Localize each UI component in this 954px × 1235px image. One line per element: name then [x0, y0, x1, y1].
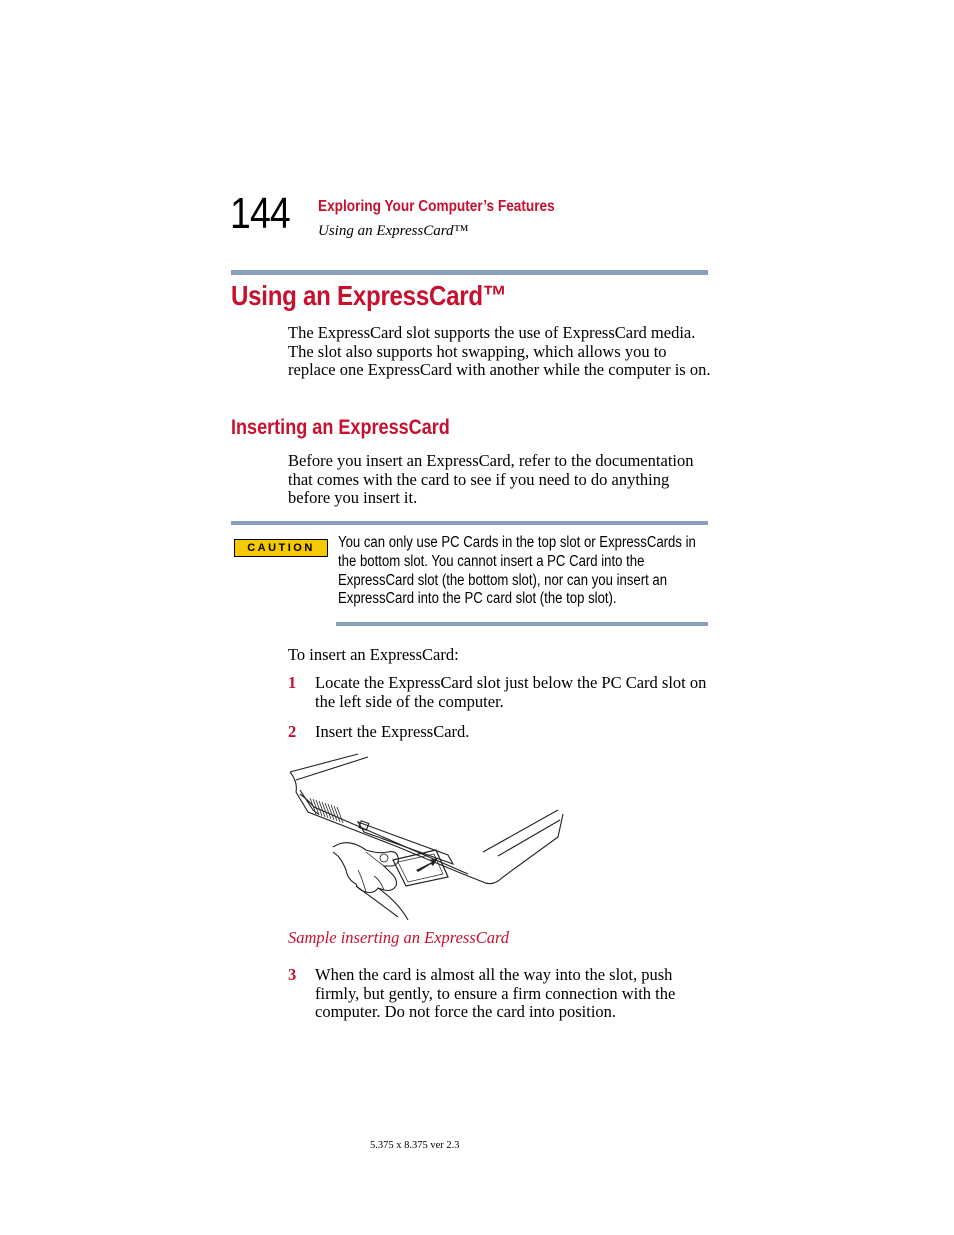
step-number: 2 — [288, 722, 297, 741]
hand — [333, 843, 398, 893]
step-text: Insert the ExpressCard. — [315, 722, 470, 741]
figure-caption: Sample inserting an ExpressCard — [288, 928, 510, 947]
procedure-lead: To insert an ExpressCard: — [288, 645, 459, 664]
page-number: 144 — [230, 189, 290, 238]
step-text: When the card is almost all the way into the slot, push firmly, but gently, to ensure a firm connection with the computer. Do not force the card into position. — [315, 965, 676, 1022]
page-footer: 5.375 x 8.375 ver 2.3 — [370, 1140, 460, 1151]
section-intro-paragraph: The ExpressCard slot supports the use of ExpressCard media. The slot also supports hot swapping, which allows you to replace one ExpressCard with another while the computer is on. — [288, 323, 711, 380]
wrist — [356, 886, 408, 920]
section-divider — [231, 270, 708, 275]
step-number: 1 — [288, 673, 297, 692]
insert-arrow-icon — [416, 858, 438, 872]
chapter-title: Exploring Your Computer’s Features — [318, 198, 555, 215]
thumb-grip — [380, 854, 388, 862]
caution-text: You can only use PC Cards in the top slot or ExpressCards in the bottom slot. You cannot insert a PC Card into the ExpressCard slot (the bottom slot), nor can you insert an ExpressCard into the PC card slot (the top slot). — [338, 534, 696, 608]
caution-badge: CAUTION — [234, 539, 328, 557]
step-number: 3 — [288, 965, 297, 984]
expresscard-insertion-illustration — [288, 752, 568, 922]
section-heading: Using an ExpressCard™ — [231, 280, 507, 311]
subsection-intro-paragraph: Before you insert an ExpressCard, refer to the documentation that comes with the card to see if you need to do anything before you insert it. — [288, 451, 694, 508]
caution-top-rule — [231, 521, 708, 525]
section-subtitle: Using an ExpressCard™ — [318, 223, 469, 239]
subsection-heading: Inserting an ExpressCard — [231, 416, 450, 439]
caution-bottom-rule — [336, 622, 708, 626]
laptop-side — [483, 810, 560, 856]
step-text: Locate the ExpressCard slot just below the PC Card slot on the left side of the computer. — [315, 673, 707, 711]
